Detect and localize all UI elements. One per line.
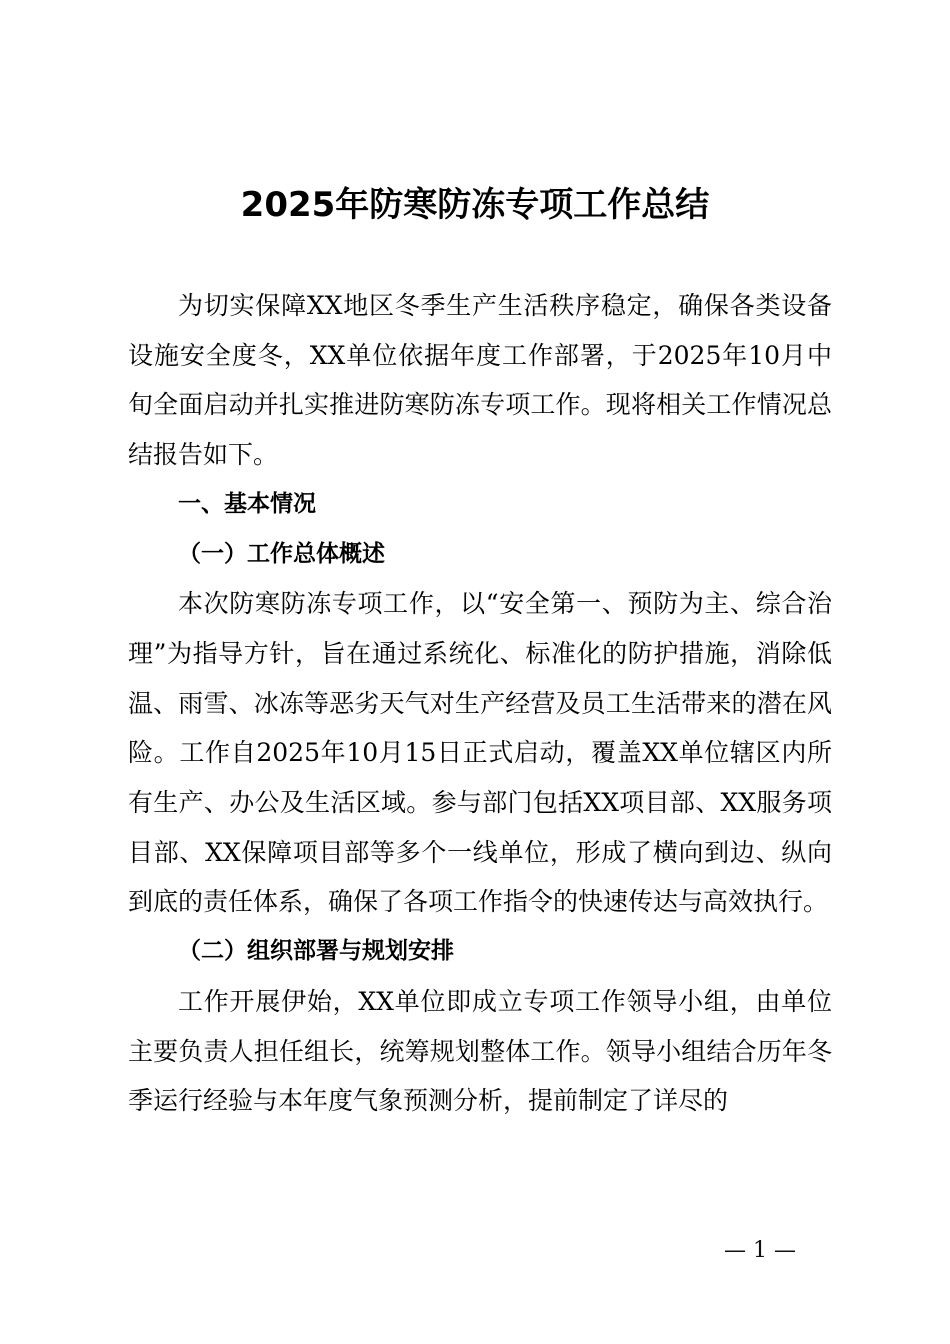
subsection-heading-organization: （二）组织部署与规划安排 (178, 938, 454, 965)
intro-paragraph: 为切实保障XX地区冬季生产生活秩序稳定，确保各类设备设施安全度冬，XX单位依据年度工作部署，于2025年10月中旬全面启动并扎实推进防寒防冻专项工作。现将相关工作情况总结报告如下。 (128, 291, 832, 470)
page-number: — 1 — (724, 1238, 796, 1263)
organization-paragraph: 工作开展伊始，XX单位即成立专项工作领导小组，由单位主要负责人担任组长，统筹规划整体工作。领导小组结合历年冬季运行经验与本年度气象预测分析，提前制定了详尽的 (128, 986, 832, 1116)
section-heading-basic-situation: 一、基本情况 (178, 490, 316, 517)
document-title: 2025年防寒防冻专项工作总结 (240, 185, 710, 225)
overview-paragraph: 本次防寒防冻专项工作，以“安全第一、预防为主、综合治理”为指导方针，旨在通过系统化、标准化的防护措施，消除低温、雨雪、冰冻等恶劣天气对生产经营及员工生活带来的潜在风险。工作自2025年10月15日正式启动，覆盖XX单位辖区内所有生产、办公及生活区域。参与部门包括XX项目部、XX服务项目部、XX保障项目部等多个一线单位，形成了横向到边、纵向到底的责任体系，确保了各项工作指令的快速传达与高效执行。 (128, 589, 832, 917)
document-body (128, 281, 832, 1126)
subsection-heading-overview: （一）工作总体概述 (178, 540, 385, 567)
